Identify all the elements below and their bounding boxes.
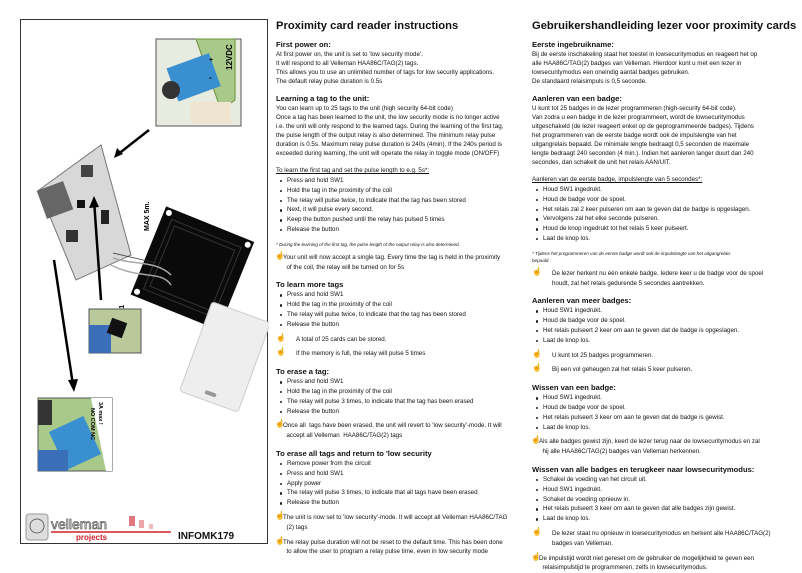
list-item: Laat de knop los. — [532, 423, 798, 433]
list-item: The relay will pulse 3 times, to indicate that all tags have been erased — [276, 488, 538, 498]
paragraph-line: Once a tag has been learned to the unit, the low security mode is no longer active — [276, 114, 500, 121]
hand-pointer-icon: ☝ — [276, 332, 286, 342]
note-line: accept all Velleman HAA86C/TAG(2) tags — [283, 432, 403, 440]
list-item: Houd SW1 ingedrukt. — [532, 485, 798, 495]
paragraph-line: Bij de eerste inschakeling staat het toestel in lowsecuritymodus en reageert het op — [532, 51, 758, 58]
paragraph-line: You can learn up to 25 tags to the unit (high security 64-bit code) — [276, 105, 453, 112]
step-list — [276, 176, 538, 235]
paragraph-line: exceeded during learning, the unit will operate the relay in toggle mode (ON/OFF) — [276, 150, 500, 157]
note-line: hij alle HAA86C/TAG(2) badges van Velleman herkennen. — [539, 448, 701, 456]
list-item: Schakel de voeding van het circuit uit. — [532, 475, 798, 485]
paragraph-line: uitgangrelais bepaald. De minimale lengte bedraagt 0,5 seconden de maximale — [532, 141, 750, 148]
note-line: relaisimpulstijd te programmeren, zelfs in lowsecuritymodus. — [539, 564, 708, 572]
list-item: The relay will pulse 3 times, to indicate that the tag has been erased — [276, 397, 538, 407]
list-item: Release the button — [276, 225, 538, 235]
note-line: houdt, zal het relais gedurende 5 secondes aantrekken. — [552, 279, 705, 287]
note — [532, 365, 798, 375]
list-item: Keep the button pushed until the relay has pulsed 5 times — [276, 215, 538, 225]
list-item: Laat de knop los. — [532, 514, 798, 524]
procedure-heading: Aanleren van de eerste badge, impulslengte van 5 secondes*: — [532, 176, 703, 183]
velleman-projects-logo — [26, 514, 171, 542]
section-heading: Wissen van alle badges en terugkeer naar lowsecuritymodus: — [532, 464, 755, 474]
note-line: De lezer staat nu opnieuw in lowsecuritymodus en herkent alle HAA86C/TAG(2) — [552, 529, 771, 537]
list-item: The relay will pulse twice, to indicate that the tag has been stored — [276, 196, 538, 206]
paragraph-line: De standaard relaisimpuls is 0,5 seconde. — [532, 78, 647, 85]
procedure-heading: To learn the first tag and set the pulse length to e.g. 5s*: — [276, 167, 430, 174]
hand-pointer-icon: ☝ — [275, 419, 285, 429]
step-list — [532, 475, 798, 524]
footnote-line: * During the learning of the first tag, the pulse length of the output relay is also determined. — [276, 241, 460, 247]
section-heading: First power on: — [276, 40, 331, 49]
switch-inset — [89, 309, 141, 353]
list-item: Release the button — [276, 407, 538, 417]
note-line: If the memory is full, the relay will pulse 5 times — [296, 350, 426, 358]
paragraph — [276, 50, 538, 86]
list-item: Press and hold SW1 — [276, 377, 538, 387]
hand-pointer-icon: ☝ — [275, 250, 285, 260]
paragraph-line: Van zodra u een badge in de lezer programmeert, wordt de lowsecuritymodus — [532, 114, 745, 121]
paragraph-line: the pulse length of the output relay is also determined. The minimum relay pulse — [276, 132, 496, 139]
paragraph — [532, 104, 798, 167]
kit-wiring-illustration — [21, 20, 269, 545]
note-line: badges van Velleman. — [552, 539, 613, 547]
illustration-panel — [20, 19, 268, 544]
paragraph-line: lowsecuritymodus een oneindig aantal badges gebruiken. — [532, 69, 690, 76]
step-list — [532, 185, 798, 244]
section-heading: Eerste ingebruikname: — [532, 40, 614, 49]
list-item: Schakel de voeding opnieuw in. — [532, 495, 798, 505]
list-item: Houd de badge voor de spoel. — [532, 316, 798, 326]
list-item: Het relais pulseert 2 keer om aan te geven dat de badge is opgeslagen. — [532, 326, 798, 336]
paragraph-line: At first power on, the unit is set to 'low security mode'. — [276, 51, 423, 58]
list-item: Release the button — [276, 320, 538, 330]
section-heading: Aanleren van een badge: — [532, 94, 622, 103]
dutch-instructions — [532, 20, 798, 573]
relay-terminal-inset — [38, 398, 112, 471]
paragraph — [276, 104, 538, 158]
footnote — [532, 250, 798, 264]
list-item: Houd SW1 ingedrukt. — [532, 393, 798, 403]
page-title: Proximity card reader instructions — [276, 20, 459, 32]
paragraph-line: het programmeren van de eerste badge wordt ook de impulslengte van het — [532, 132, 737, 139]
note-line: Once all tags have been erased, the unit will revert to 'low security'-mode. It will — [283, 422, 502, 430]
hand-pointer-icon: ☝ — [275, 535, 285, 545]
relay-max-label: 3A max ! — [97, 402, 103, 425]
section-heading: To erase a tag: — [276, 367, 330, 377]
list-item: Houd de badge voor de spoel. — [532, 195, 798, 205]
note-line: U kunt tot 25 badges programmeren. — [552, 351, 654, 359]
paragraph-line: lengte bedraagt 240 seconden (4 min.). Indien het aanleren langer duurt dan 240 — [532, 150, 754, 157]
arrow — [54, 260, 73, 385]
list-item: Het relais zal 2 keer pulseren om aan te geven dat de badge is opgeslagen. — [532, 205, 798, 215]
list-item: Houd SW1 ingedrukt. — [532, 185, 798, 195]
list-item: Het relais pulseert 3 keer om aan te geven dat alle badges zijn gewist. — [532, 504, 798, 514]
list-item: The relay will pulse twice, to indicate that the tag has been stored — [276, 310, 538, 320]
note-line: The relay pulse duration will not be reset to the default time. This has been done — [283, 538, 503, 546]
section-heading: Aanleren van meer badges: — [532, 296, 632, 306]
list-item: Remove power from the circuit — [276, 459, 538, 469]
section-heading: To learn more tags — [276, 280, 344, 290]
max-distance-label: MAX 5m. — [144, 201, 151, 231]
list-item: Apply power — [276, 479, 538, 489]
hand-pointer-icon: ☝ — [532, 266, 542, 276]
paragraph-line: It will respond to all Velleman HAA86C/TAG(2) tags. — [276, 60, 419, 67]
document-code: INFOMK179 — [178, 531, 235, 542]
list-item: Press and hold SW1 — [276, 469, 538, 479]
list-item: Press and hold SW1 — [276, 290, 538, 300]
hand-pointer-icon: ☝ — [275, 510, 285, 520]
note — [276, 349, 538, 359]
paragraph-line: This allows you to use an unlimited number of tags for low security applications. — [276, 69, 495, 76]
minus-label: - — [209, 73, 212, 82]
list-item: Laat de knop los. — [532, 336, 798, 346]
hand-pointer-icon: ☝ — [531, 551, 541, 561]
step-list — [276, 377, 538, 416]
note — [275, 250, 538, 273]
logo-sub: projects — [76, 533, 108, 542]
note-line: Bij een vol geheugen zal het relais 5 keer pulseren. — [552, 366, 693, 374]
list-item: Vervolgens zal het elke seconde pulseren. — [532, 214, 798, 224]
paragraph-line: i.e. the unit will only respond to the learned tags. During the learning of the first tag, — [276, 123, 504, 130]
list-item: Houd SW1 ingedrukt. — [532, 306, 798, 316]
note — [275, 535, 538, 558]
list-item: Houd de knop ingedrukt tot het relais 5 keer pulseert. — [532, 224, 798, 234]
note-line: The unit is now set to 'low security'-mode. It will accept all Velleman HAA86C/TAG — [283, 513, 508, 521]
list-item: Release the button — [276, 498, 538, 508]
page-title: Gebruikershandleiding lezer voor proximity cards — [532, 20, 797, 32]
list-item: Hold the tag in the proximity of the coil — [276, 186, 538, 196]
english-instructions — [276, 20, 538, 557]
step-list — [276, 459, 538, 508]
step-list — [532, 393, 798, 432]
note — [532, 348, 798, 361]
note — [532, 266, 798, 289]
note — [276, 421, 538, 441]
step-list — [532, 306, 798, 345]
note-line: A total of 25 cards can be stored. — [296, 335, 387, 343]
list-item: Next, it will pulse every second. — [276, 205, 538, 215]
note-line: of the coil, the relay will be turned on for 5s — [283, 263, 405, 271]
section-heading: Wissen van een badge: — [532, 383, 616, 393]
power-label: 12VDC — [225, 44, 234, 70]
note — [532, 437, 798, 457]
footnote-line: bepaald. — [532, 257, 550, 263]
list-item: Laat de knop los. — [532, 234, 798, 244]
note — [531, 551, 798, 573]
note-line: Als alle badges gewist zijn, keert de lezer terug naar de lowsecuritymodus en zal — [539, 438, 760, 446]
hand-pointer-icon: ☝ — [276, 347, 286, 357]
note — [532, 526, 798, 549]
relay-terminals-label: NO COM NC — [89, 408, 95, 441]
list-item: Press and hold SW1 — [276, 176, 538, 186]
note-line: Your unit will now accept a single tag. Every time the tag is held in the proximity — [283, 253, 501, 261]
section-heading: Learning a tag to the unit: — [276, 94, 370, 103]
note — [275, 510, 538, 533]
paragraph-line: alle HAA86C/TAG(2) badges van Velleman. Hierdoor kunt u met een lezer in — [532, 60, 742, 67]
note — [276, 332, 538, 345]
arrow — [117, 130, 149, 155]
paragraph-line: secondes, dan schakelt de unit het relais AAN/UIT. — [532, 159, 671, 166]
paragraph — [532, 50, 798, 86]
hand-pointer-icon: ☝ — [532, 526, 542, 536]
logo-brand: velleman — [51, 516, 108, 532]
hand-pointer-icon: ☝ — [531, 435, 541, 445]
hand-pointer-icon: ☝ — [532, 348, 542, 358]
power-terminal-inset — [156, 39, 241, 126]
note-line: De lezer herkent nu één enkele badge. Iedere keer u de badge voor de spoel — [552, 269, 764, 277]
paragraph-line: duration is 0.5s. Maximum relay pulse duration is 240s (4min). If the 240s period is — [276, 141, 502, 148]
footnote — [276, 241, 538, 248]
paragraph-line: uitgeschakeld (de lezer reageert enkel op de geprogrammeerde badges). Tijdens — [532, 123, 754, 130]
note-line: De impulstijd wordt niet gereset om de gebruiker de mogelijkheid te geven een — [539, 554, 754, 562]
paragraph-line: The default relay pulse duration is 0.5s — [276, 78, 383, 85]
list-item: Hold the tag in the proximity of the coil — [276, 387, 538, 397]
note-line: (2) tags — [283, 523, 308, 531]
footnote-line: * Tijdens het programmeren van de eerste badge wordt ook de impulslengte van het uitgangrelais — [532, 250, 731, 256]
list-item: Houd de badge voor de spoel. — [532, 403, 798, 413]
list-item: Het relais pulseert 3 keer om aan te geven dat de badge is gewist. — [532, 413, 798, 423]
hand-pointer-icon: ☝ — [532, 363, 542, 373]
paragraph-line: U kunt tot 25 badges in de lezer programmeren (high-security 64-bit code). — [532, 105, 737, 112]
list-item: Hold the tag in the proximity of the coil — [276, 300, 538, 310]
section-heading: To erase all tags and return to 'low security — [276, 448, 432, 458]
step-list — [276, 290, 538, 329]
plus-label: + — [209, 57, 214, 64]
note-line: to allow the user to program a relay pulse time, even in low security mode — [283, 548, 488, 556]
